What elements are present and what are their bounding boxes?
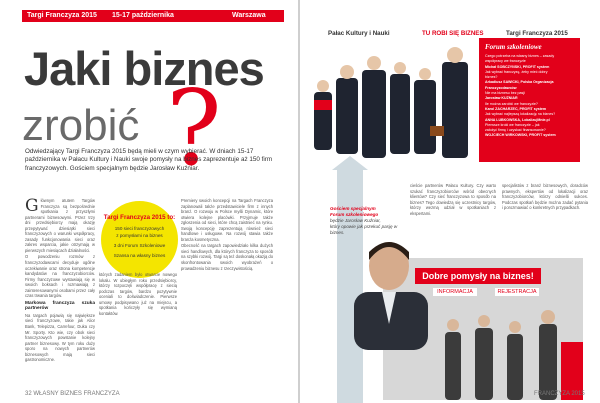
sidebar-item: współpracy we franczyzie	[485, 59, 526, 64]
column-text: Na targach pojawią się największe sieci franczyzowe, takie jak Alior Bank, Telepizza, Carrefour, Duka czy Mr. Sporty. Kto wie, czy obok sieci franczyzowych powstanie kolejny partner biznesowy. W tym roku duży sporo na nowych partnerów biznesowych mają sieci gastronomiczne.	[25, 312, 95, 363]
sidebar-item: Jak wybrać franczyzę, żeby mieć dobry	[485, 69, 548, 74]
sidebar-item: biznes?	[485, 75, 498, 80]
guest-label: Gościem specjalnym	[330, 206, 376, 211]
article-column-1	[25, 198, 95, 378]
column-text: O powodzeniu rozmów z franczyzodawcami decyduje ogólne oczekiwanie oraz strona kompetencje kandydatów na franczyzobiorców. Firmy franczyzowe wystawiają się w swoich boksach i rozmawiają z zainteresowanymi osobami przez cały czas trwania targów.	[25, 254, 95, 299]
sidebar-item: WOJCIECH WIRKOWSKI, PROFIT system	[485, 133, 556, 138]
subheading: Markowa franczyza szuka partnerów	[25, 300, 95, 312]
booth-banner: Dobre pomysły na biznes!	[415, 268, 541, 284]
sidebar-item: Michał SOBCZYŃSKI, PROFIT system	[485, 64, 550, 69]
guest-label2: Forum szkoleniowego	[330, 212, 379, 217]
sidebar-item: Franczyzodawców	[485, 85, 517, 90]
header-event: Targi Franczyza 2015	[27, 12, 97, 19]
circle-line: Szansa na własny biznes	[113, 253, 166, 258]
sidebar-item: założyć firmę i uzyskać finansowanie?	[485, 128, 546, 133]
article-column-2	[99, 272, 177, 378]
guest-desc: który opowie jak przekuć pasję w biznes.	[330, 224, 398, 235]
header-tagline: TU ROBI SIĘ BIZNES	[422, 30, 484, 37]
page-title: Jaki biznes	[24, 42, 264, 95]
lead-paragraph: Odwiedzający Targi Franczyza 2015 będą mieli w czym wybierać. W dniach 15-17 października w Pałacu Kultury i Nauki swoje pomysły na biznes zaprezentuje aż 150 firm franczyzowych. Gościem specjalnym będzie Jarosław Kuźniar.	[25, 148, 273, 172]
circle-line: 150 sieci franczyzowych	[114, 226, 165, 231]
page-footer: 32 WŁASNY BIZNES FRANCZYZA	[25, 391, 120, 397]
column-text: specjalistów z branż biznesowych, doradców prawnych, ekspertów od lokalizacji oraz franczyzobiorców, którzy odnieśli sukces. Podczas spotkań będzie można zadać pytania i porozmawiać o konkretnych przypadkach.	[502, 183, 588, 211]
business-people-illustration	[300, 40, 478, 162]
circle-title: Targi Franczyza 2015 to:	[103, 214, 176, 221]
column-text: cieście partnerów Pałacu Kultury. Czy warto szukać franczyzobiorców wśród obecnych klientów? Czy sieć franczyzowa to sposób na biznes? Tego dowiedzą się uczestnicy targów, którzy wezmą udział w spotkaniach z ekspertami.	[410, 183, 496, 216]
sidebar-item: Arkadiusz SAWICKI, Polska Organizacja	[485, 80, 554, 85]
header-venue: Pałac Kultury i Nauki	[328, 30, 390, 37]
header-event-right: Targi Franczyza 2015	[506, 30, 568, 37]
sidebar-item: Czego potrzeba na własny biznes – zasady	[485, 54, 555, 58]
right-column-2	[502, 183, 588, 253]
article-column-3	[181, 198, 273, 378]
booth-registration-sign: REJESTRACJA	[495, 288, 539, 296]
forum-sidebar	[479, 38, 580, 162]
sidebar-item: Jak wybrać najlepszą lokalizację na biznes?	[485, 112, 556, 117]
sidebar-item: ANNA LUBKOWSKA, LokalizujMnie.pl	[485, 117, 550, 122]
column-text: Premiery swoich koncepcji na Targach Franczyza zaplanowali także przedstawiciele firm z innych branż. O rozwoju w Polsce myśli Dynamic, które otwiera kolejne placówki. Przyjmuje także zgłoszenia od sieci, które chcą zaistnieć na rynku. Swoją koncepcję zaprezentują również sieci handlowe i usługowe. Na rozwój stawia także branża kosmetyczna.	[181, 198, 273, 242]
sidebar-list	[479, 53, 580, 139]
sidebar-item: Nie ma biznesu bez pasji	[485, 91, 525, 96]
column-text: Obecność na targach zapowiedziało kilka dużych sieci handlowych, dla których franczyza to sposób na szybki rozwój. Targi są też doskonałą okazją do skonfrontowania swoich wyobrażeń o prowadzeniu biznesu z rzeczywistością.	[181, 243, 273, 271]
sidebar-item: Pierwsze kroki we franczyzie – jak	[485, 122, 540, 127]
left-header-bar	[22, 10, 284, 22]
drop-cap: G	[25, 198, 39, 216]
header-city: Warszawa	[232, 12, 266, 19]
sidebar-item: Jarosław KUŹNIAR	[485, 96, 518, 101]
guest-portrait-photo	[342, 232, 436, 350]
page-title-line2: zrobić	[22, 101, 140, 150]
left-page	[0, 0, 298, 403]
sidebar-item: Ile można zarobić we franczyzie?	[485, 101, 538, 106]
right-header	[328, 29, 580, 38]
circle-line: z pomysłami na biznes	[116, 233, 163, 238]
guest-name: będzie Jarosław Kuźniar,	[330, 218, 381, 223]
column-text: łównym atutem Targów Franczyza są bezpośrednie spotkania z przyszłymi partnerami biznesowymi. Przez trzy dni przedsiębiorcy mają okazję przepytywać dziesiątki sieci franczyzowych o warunki współpracy, zasady funkcjonowania sieci oraz zakres wsparcia, jakie otrzymają w pierwszych miesiącach działalności.	[25, 198, 95, 253]
question-mark-graphic: ?	[166, 67, 222, 189]
booth-info-sign: INFORMACJA	[433, 288, 477, 296]
sidebar-title: Forum szkoleniowe	[485, 43, 542, 51]
header-dates: 15-17 października	[112, 12, 174, 19]
page-footer-right: FRANCZYZA 2015	[534, 391, 585, 397]
circle-line: 3 dni Forum Szkoleniowe	[113, 243, 166, 248]
sidebar-item: Karol ZACHARZEC, PROFIT system	[485, 106, 547, 111]
column-text: których zadaniem było otwarcie nowego lokalu. W ubiegłym roku przedsiębiorcy, którzy rozpoczęli współpracę z siecią podczas targów, bardzo pozytywnie oceniali to doświadczenie. Pierwsze umowy podpisywano już na miejscu, a spotkania kończyły się wymianą kontaktów.	[99, 272, 177, 316]
info-circle	[101, 201, 178, 278]
